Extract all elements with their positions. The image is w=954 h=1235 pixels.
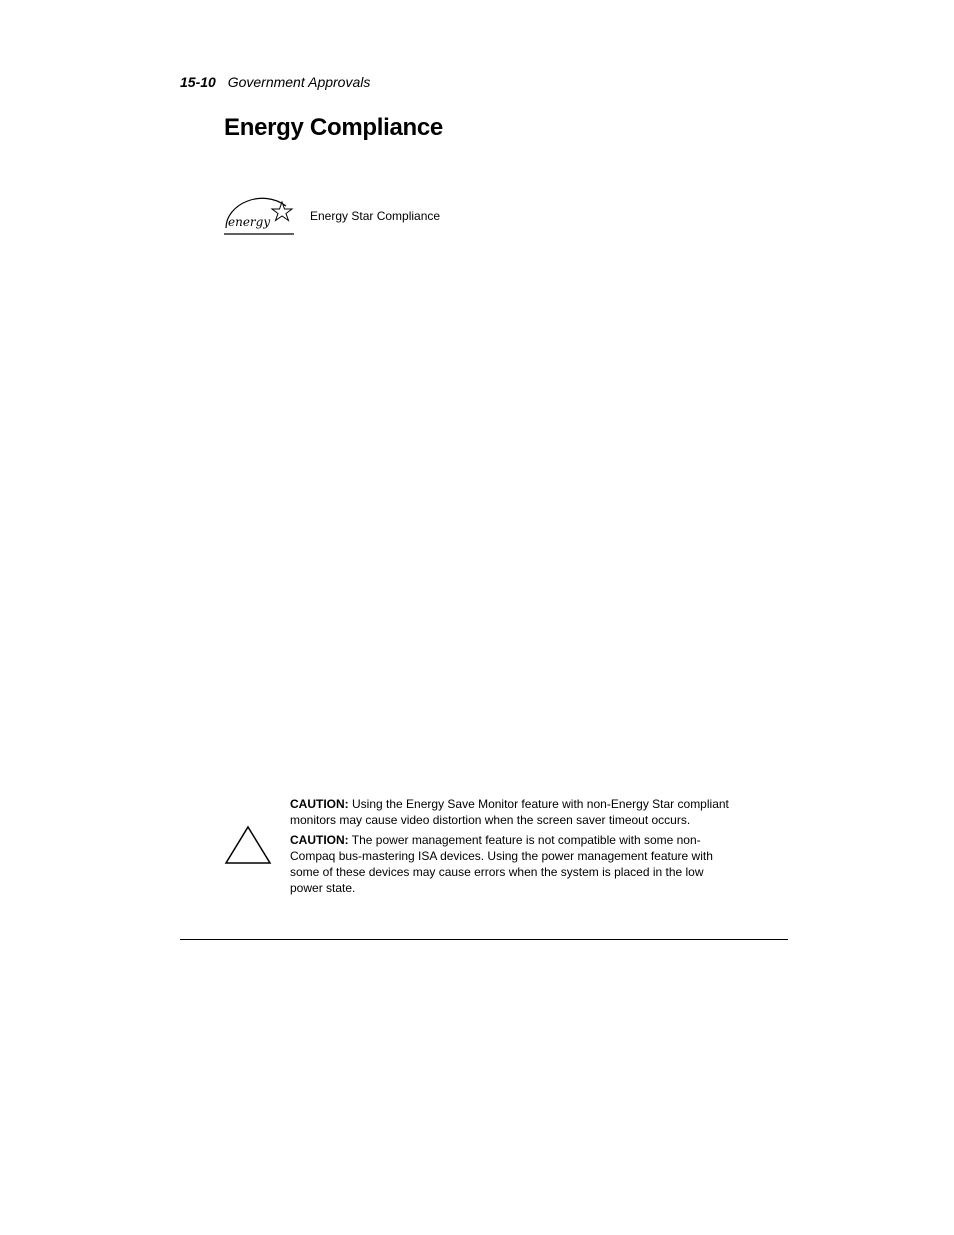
caution-note xyxy=(290,796,738,828)
caution-text: The power management feature is not compatible with some non-Compaq bus-mastering ISA devices. Using the power management feature with some of these devices may cause errors when the system is placed in the low power state. xyxy=(290,833,713,895)
caution-label: CAUTION: xyxy=(290,797,349,811)
caution-label: CAUTION: xyxy=(290,833,349,847)
energy-star-caption: Energy Star Compliance xyxy=(310,209,441,223)
caution-text: Using the Energy Save Monitor feature with non-Energy Star compliant monitors may cause video distortion when the screen saver timeout occurs. xyxy=(290,797,729,827)
energy-star-logo-icon xyxy=(222,192,296,238)
caution-note xyxy=(290,832,738,896)
caution-notes xyxy=(290,796,738,900)
section-title: Government Approvals xyxy=(227,74,371,90)
footer-rule xyxy=(180,939,788,940)
svg-text:energy: energy xyxy=(228,215,271,229)
page-number: 15-10 xyxy=(180,74,216,90)
page-header xyxy=(180,74,370,90)
warning-triangle-icon xyxy=(224,825,272,865)
page-title: Energy Compliance xyxy=(224,114,443,141)
